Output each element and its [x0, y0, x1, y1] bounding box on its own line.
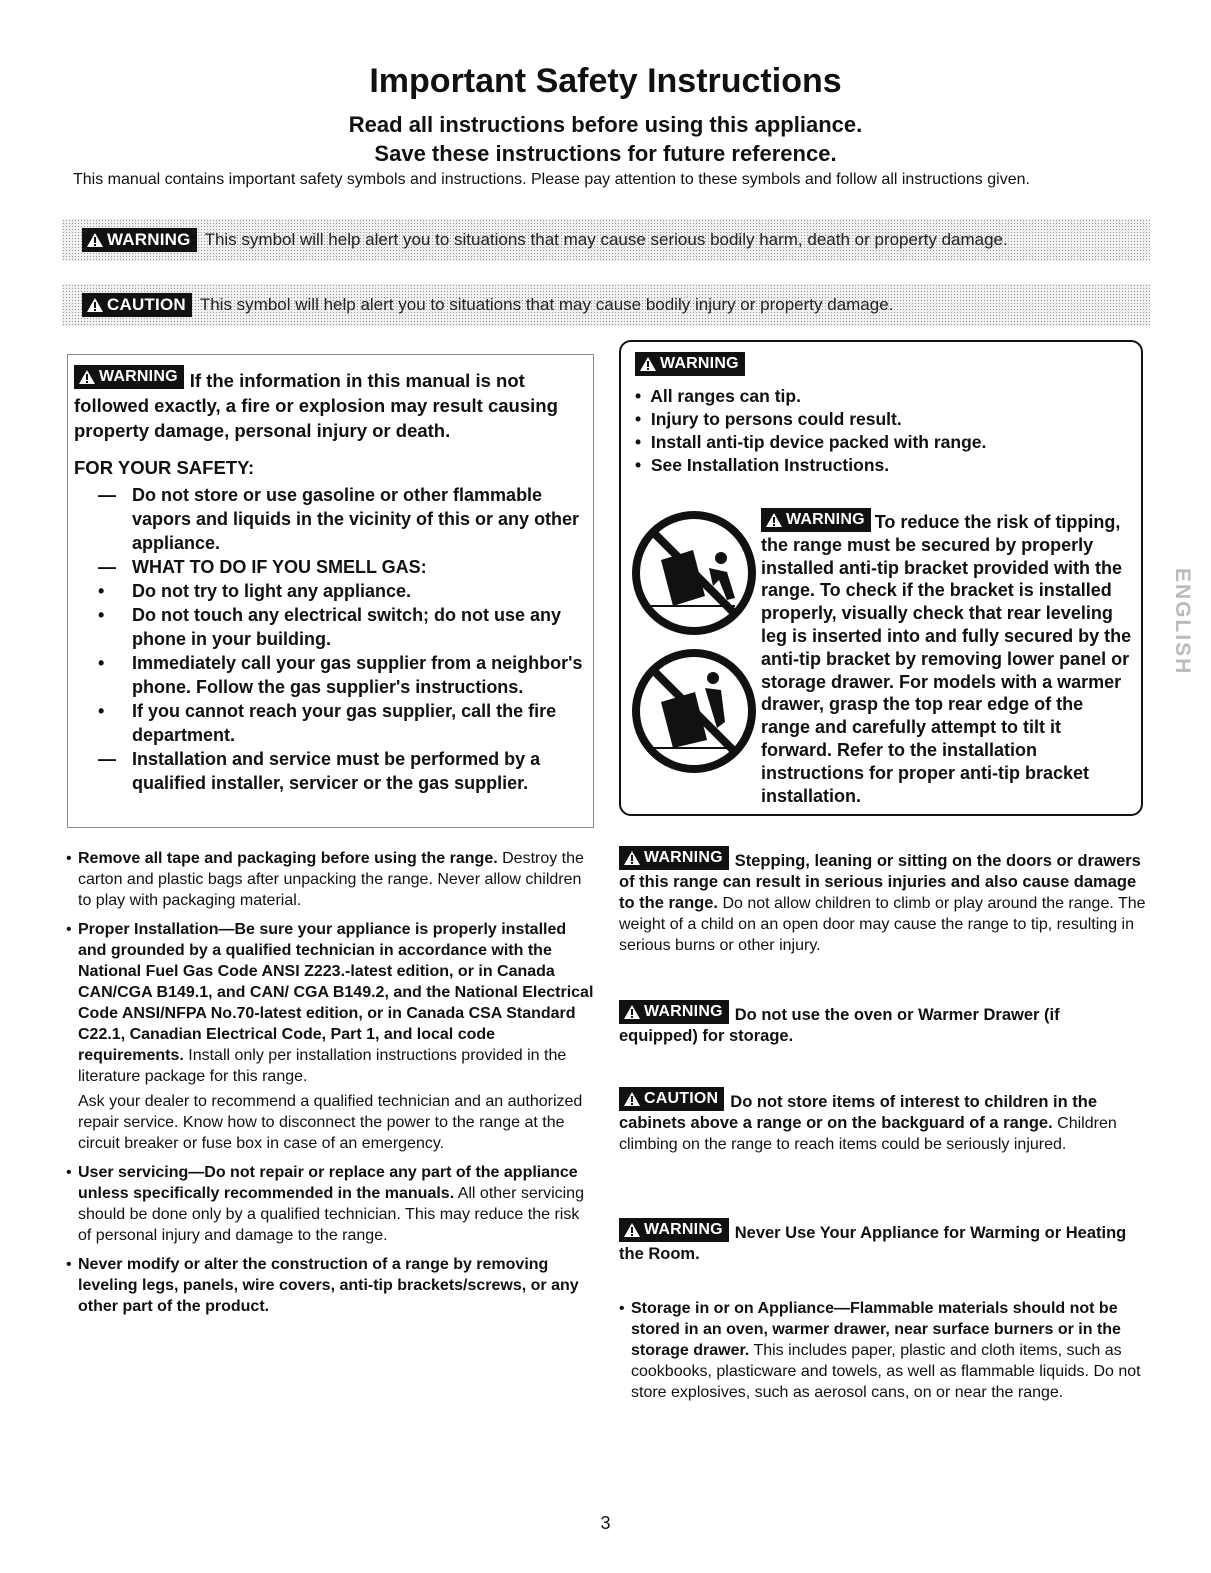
subtitle-read: Read all instructions before using this appliance.	[348, 112, 863, 137]
warning-triangle-icon	[765, 512, 783, 528]
gas-safety-box	[67, 354, 594, 828]
warning-badge: WARNING	[82, 228, 197, 252]
warning-symbol-strip	[62, 219, 1150, 261]
anti-tip-instructions: WARNING To reduce the risk of tipping, the range must be secured by properly installed anti-tip bracket provided with the range. To check if the bracket is installed properly, visually check that rear leveling leg is inserted into and fully secured by the anti-tip bracket by removing lower panel or storage drawer. For models with a warmer drawer, grasp the top rear edge of the range and carefully attempt to tilt it forward. Refer to the installation instructions for proper anti-tip bracket installation.	[761, 508, 1135, 807]
gas-safety-list	[74, 483, 585, 795]
warning-badge: WARNING	[761, 508, 871, 532]
caution-badge: CAUTION	[619, 1087, 724, 1111]
gas-warning-lead: WARNING If the information in this manual is not followed exactly, a fire or explosion may result causing property damage, personal injury or death.	[74, 365, 585, 443]
warning-badge: WARNING	[74, 365, 184, 389]
heating-warning: WARNING Never Use Your Appliance for Warming or Heating the Room.	[619, 1218, 1139, 1265]
warning-badge: WARNING	[619, 1218, 729, 1242]
for-your-safety-heading: FOR YOUR SAFETY:	[74, 457, 255, 478]
intro-paragraph: This manual contains important safety symbols and instructions. Please pay attention to these symbols and follow all instructions given.	[73, 171, 1030, 188]
list-item: • All ranges can tip.	[635, 386, 801, 406]
storage-warning: WARNING Do not use the oven or Warmer Drawer (if equipped) for storage.	[619, 1000, 1139, 1047]
page-title: Important Safety Instructions	[369, 62, 842, 100]
storage-in-appliance-item	[619, 1298, 1149, 1411]
caution-badge: CAUTION	[82, 293, 192, 317]
list-item: • Storage in or on Appliance—Flammable materials should not be stored in an oven, warmer drawer, near surface burners or in the storage drawer. This includes paper, plastic and cloth items, such as cookbooks, plasticware and towels, as well as flammable liquids. Do not store explosives, such as aerosol cans, on or near the range.	[619, 1300, 1141, 1401]
list-item: — Installation and service must be performed by a qualified installer, servicer or the gas supplier.	[98, 749, 541, 793]
warning-triangle-icon	[623, 1004, 641, 1020]
list-item: — Do not store or use gasoline or other flammable vapors and liquids in the vicinity of this or any other appliance.	[98, 485, 580, 553]
list-item: • Immediately call your gas supplier from a neighbor's phone. Follow the gas supplier's instructions.	[98, 653, 583, 697]
list-item: — WHAT TO DO IF YOU SMELL GAS:	[98, 557, 427, 577]
list-item: • Install anti-tip device packed with range.	[635, 432, 987, 452]
list-item: Ask your dealer to recommend a qualified technician and an authorized repair service. Know how to disconnect the power to the range at the circuit breaker or fuse box in case of an emergency.	[78, 1093, 583, 1152]
list-item: • Remove all tape and packaging before using the range. Destroy the carton and plastic bags after unpacking the range. Never allow children to play with packaging material.	[66, 850, 584, 909]
general-safety-list	[66, 848, 594, 1325]
caution-triangle-icon	[86, 297, 104, 313]
caution-triangle-icon	[623, 1091, 641, 1107]
list-item: • Do not touch any electrical switch; do not use any phone in your building.	[98, 605, 562, 649]
cabinet-caution: CAUTION Do not store items of interest to children in the cabinets above a range or on the backguard of a range. Children climbing on the range to reach items could be seriously injured.	[619, 1087, 1149, 1155]
warning-badge: WARNING	[619, 1000, 729, 1024]
warning-triangle-icon	[86, 232, 104, 248]
warning-triangle-icon	[623, 1222, 641, 1238]
subtitle-save: Save these instructions for future reference.	[374, 141, 837, 166]
list-item: • User servicing—Do not repair or replace any part of the appliance unless specifically recommended in the manuals. All other servicing should be done only by a qualified technician. This may reduce the risk of personal injury and damage to the range.	[66, 1164, 584, 1244]
range-tipping-child-icon	[631, 510, 757, 636]
page-number: 3	[600, 1513, 611, 1533]
warning-triangle-icon	[623, 850, 641, 866]
language-side-tab: ENGLISH	[1168, 568, 1190, 736]
list-item: • If you cannot reach your gas supplier, call the fire department.	[98, 701, 557, 745]
caution-symbol-strip	[62, 284, 1150, 326]
warning-badge: WARNING	[619, 846, 729, 870]
warning-triangle-icon	[78, 369, 96, 385]
caution-symbol-text: This symbol will help alert you to situations that may cause bodily injury or property damage.	[199, 295, 894, 314]
list-item: • Do not try to light any appliance.	[98, 581, 412, 601]
stepping-warning: WARNING Stepping, leaning or sitting on the doors or drawers of this range can result in serious injuries and also cause damage to the range. Do not allow children to climb or play around the range. The weight of a child on an open door may cause the range to tip, resulting in serious burns or other injury.	[619, 846, 1149, 956]
child-climbing-range-icon	[631, 648, 757, 774]
anti-tip-box	[619, 340, 1143, 816]
anti-tip-bullets	[635, 385, 1131, 477]
warning-triangle-icon	[639, 356, 657, 372]
warning-symbol-text: This symbol will help alert you to situations that may cause serious bodily harm, death or property damage.	[204, 230, 1008, 249]
list-item: • See Installation Instructions.	[635, 455, 890, 475]
list-item: • Proper Installation—Be sure your appliance is properly installed and grounded by a qualified technician in accordance with the National Fuel Gas Code ANSI Z223.-latest edition, or in Canada CAN/CGA B149.1, and CAN/ CGA B149.2, and the National Electrical Code ANSI/NFPA No.70-latest edition, or in Canada CSA Standard C22.1, Canadian Electrical Code, Part 1, and local code requirements. Install only per installation instructions provided in the literature package for this range.	[66, 921, 594, 1085]
warning-badge: WARNING	[635, 352, 745, 376]
list-item: • Injury to persons could result.	[635, 409, 902, 429]
list-item: • Never modify or alter the construction of a range by removing leveling legs, panels, wire covers, anti-tip brackets/screws, or any other part of the product.	[66, 1256, 579, 1315]
